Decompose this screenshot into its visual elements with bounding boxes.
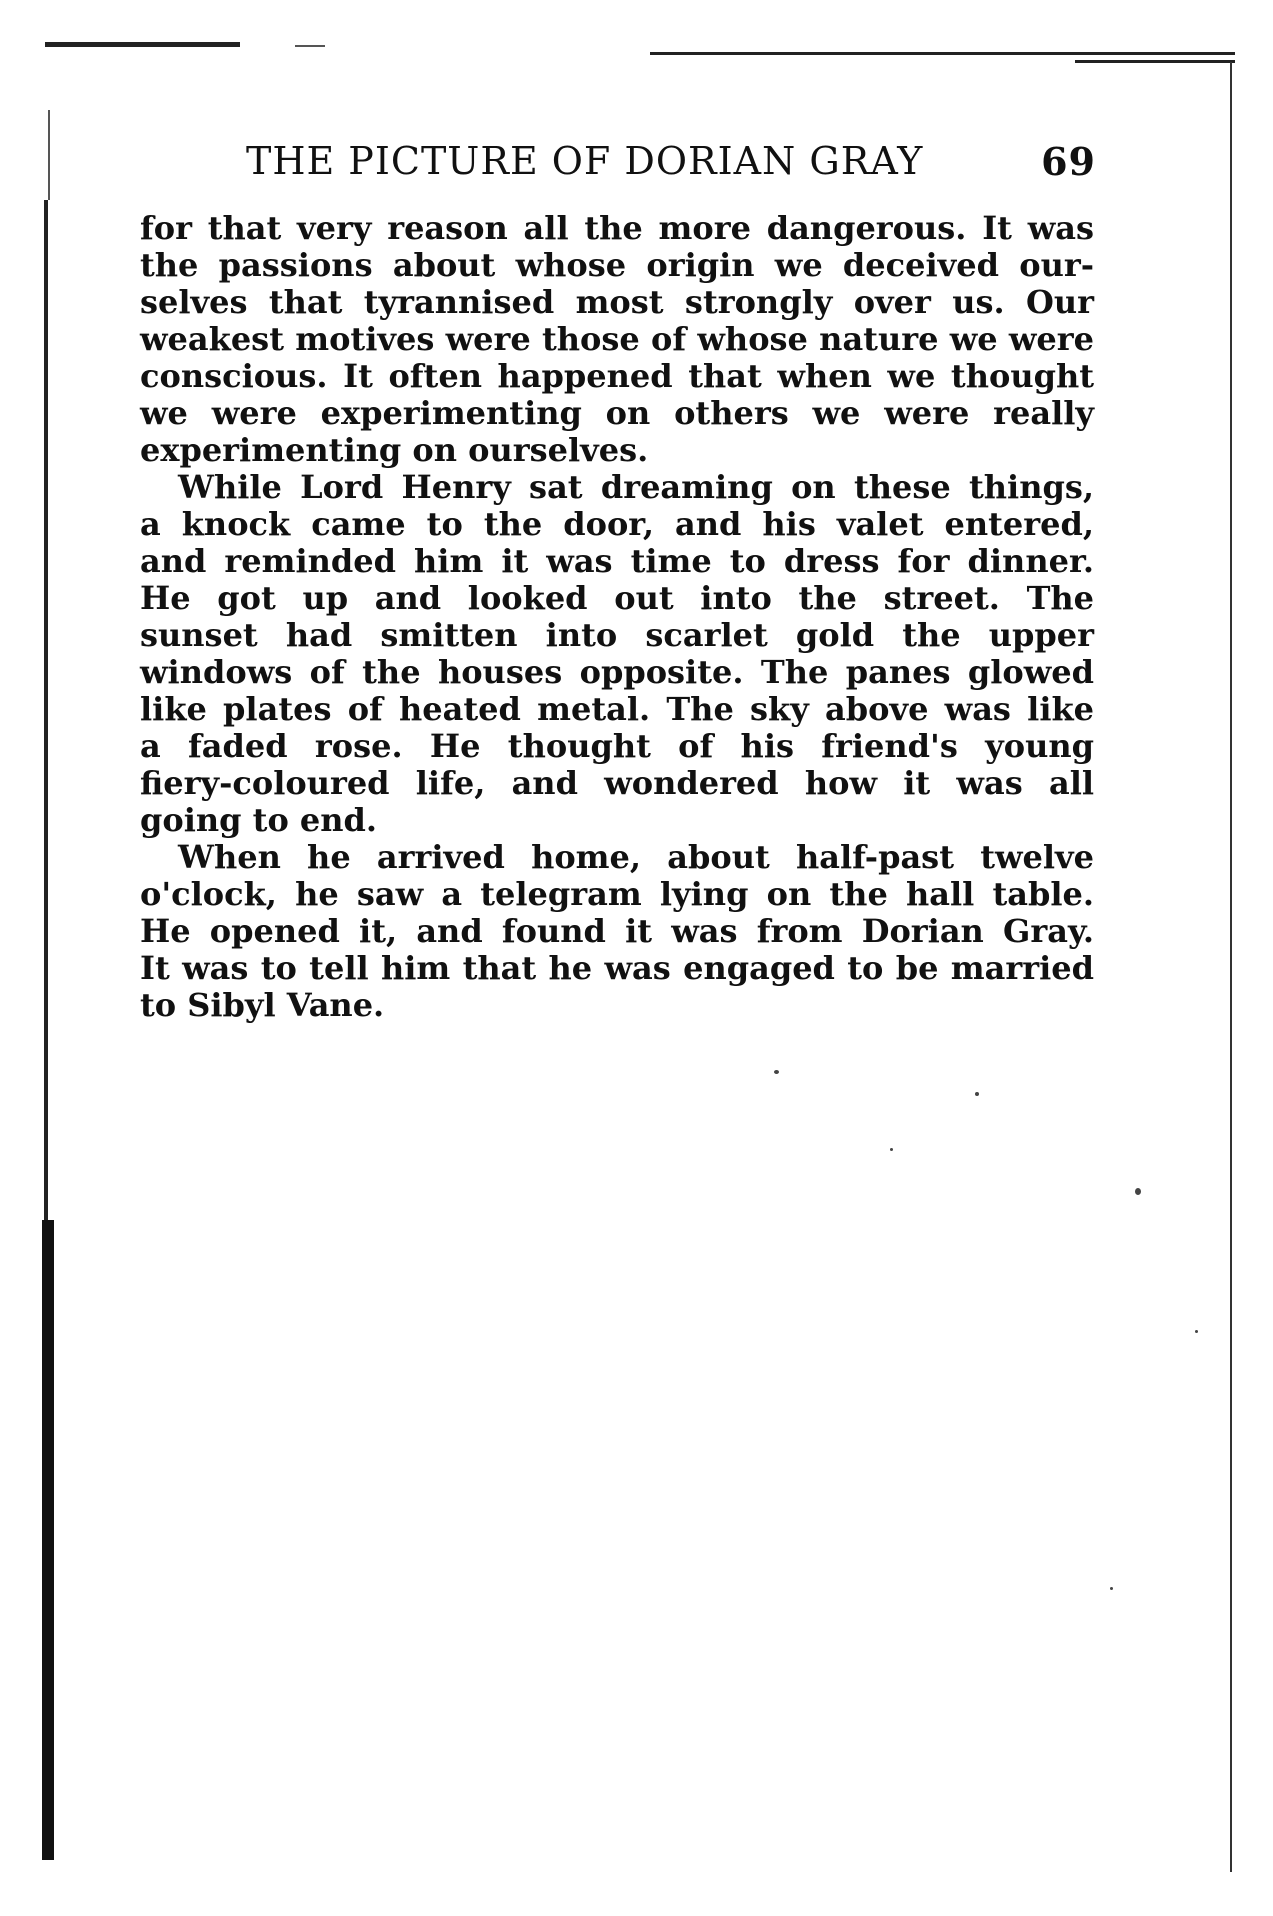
text-line: experimenting on ourselves. xyxy=(140,431,649,469)
scan-border-left-top xyxy=(48,110,50,200)
text-line: He opened it, and found it was from Dorian Gray. xyxy=(140,912,1094,950)
running-head xyxy=(246,139,1096,189)
text-line: going to end. xyxy=(140,801,378,839)
book-title: THE PICTURE OF DORIAN GRAY xyxy=(246,139,924,183)
scan-border-right xyxy=(1230,62,1232,1872)
scan-speck xyxy=(774,1070,779,1074)
scan-border-top-corner xyxy=(1075,60,1235,63)
text-line: like plates of heated metal. The sky above was like xyxy=(140,690,1094,728)
text-line: While Lord Henry sat dreaming on these things, xyxy=(178,468,1094,506)
text-line: o'clock, he saw a telegram lying on the hall table. xyxy=(140,875,1094,913)
text-line: weakest motives were those of whose nature we were xyxy=(140,320,1094,358)
text-line: we were experimenting on others we were really xyxy=(140,394,1094,432)
text-line: and reminded him it was time to dress for dinner. xyxy=(140,542,1094,580)
body-text xyxy=(140,210,1094,1024)
text-line: fiery-coloured life, and wondered how it was all xyxy=(140,764,1094,802)
text-line: to Sibyl Vane. xyxy=(140,986,385,1024)
scan-border-top-left xyxy=(45,42,240,47)
scan-border-left-shadow xyxy=(42,1220,54,1860)
page-number: 69 xyxy=(1041,139,1096,184)
scan-border-top-right xyxy=(650,52,1235,55)
text-line: a faded rose. He thought of his friend's young xyxy=(140,727,1094,765)
text-line: windows of the houses opposite. The panes glowed xyxy=(140,653,1094,691)
scan-speck xyxy=(975,1092,979,1096)
scan-speck xyxy=(1195,1330,1198,1333)
scan-speck xyxy=(1135,1188,1141,1195)
text-line: sunset had smitten into scarlet gold the upper xyxy=(140,616,1094,654)
text-line: It was to tell him that he was engaged to be married xyxy=(140,949,1094,987)
text-line: the passions about whose origin we deceived our- xyxy=(140,246,1094,284)
scan-speck xyxy=(1110,1587,1113,1590)
text-line: a knock came to the door, and his valet entered, xyxy=(140,505,1094,543)
scan-mark-top xyxy=(295,45,325,47)
text-line: He got up and looked out into the street. The xyxy=(140,579,1094,617)
text-line: for that very reason all the more dangerous. It was xyxy=(140,209,1094,247)
text-line: When he arrived home, about half-past twelve xyxy=(178,838,1094,876)
text-line: selves that tyrannised most strongly over us. Our xyxy=(140,283,1094,321)
scan-speck xyxy=(890,1148,893,1151)
text-line: conscious. It often happened that when we thought xyxy=(140,357,1094,395)
